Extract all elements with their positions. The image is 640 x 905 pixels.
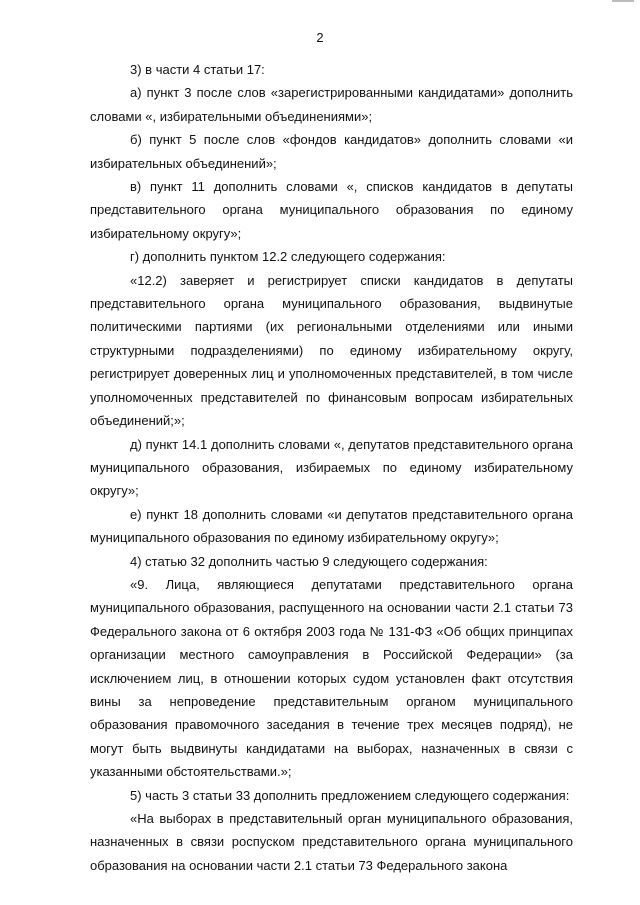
paragraph-subitem-a: а) пункт 3 после слов «зарегистрированными кандидатами» дополнить словами «, избирательными объединениями»; — [90, 85, 573, 124]
paragraph-subitem-g: г) дополнить пунктом 12.2 следующего содержания: — [130, 249, 446, 265]
paragraph-subitem-d: д) пункт 14.1 дополнить словами «, депутатов представительного органа муниципального образования, избираемых по единому избирательному округу»; — [90, 436, 573, 499]
paragraph-quote-9: «9. Лица, являющиеся депутатами представительного органа муниципального образования, распущенного на основании части 2.1 статьи 73 Федерального закона от 6 октября 2003 года № 131-ФЗ «Об общих принципах организации местного самоуправления в Российской Федерации» (за исключением лиц, в отношении которых судом установлен факт отсутствия вины за непроведение представительным органом муниципального образования правомочного заседания в течение трех месяцев подряд), не могут быть выдвинуты кандидатами на выборах, назначенных в связи с указанными обстоятельствами.»; — [90, 576, 573, 780]
paragraph-quote-elections: «На выборах в представительный орган муниципального образования, назначенных в связи роспуском представительного органа муниципального образования на основании части 2.1 статьи 73 Федерального закона — [90, 811, 573, 873]
page-number: 2 — [316, 30, 324, 45]
paragraph-subitem-v: в) пункт 11 дополнить словами «, списков кандидатов в депутаты представительного органа муниципального образования по единому избирательному округу»; — [90, 179, 573, 241]
scan-corner-mark — [612, 0, 634, 2]
paragraph-quote-12-2: «12.2) заверяет и регистрирует списки кандидатов в депутаты представительного органа муниципального образования, выдвинутые политическими партиями (их региональными отделениями или иными структурными подразделениями) по единому избирательному округу, регистрирует доверенных лиц и уполномоченных представителей, в том числе уполномоченных представителей по финансовым вопросам избирательных объединений;»; — [90, 272, 573, 429]
paragraph-item-3: 3) в части 4 статьи 17: — [130, 62, 265, 77]
paragraph-item-4: 4) статью 32 дополнить частью 9 следующего содержания: — [130, 553, 488, 569]
paragraph-subitem-e: е) пункт 18 дополнить словами «и депутатов представительного органа муниципального образования по единому избирательному округу»; — [90, 506, 573, 546]
document-body — [90, 58, 573, 877]
paragraph-item-5: 5) часть 3 статьи 33 дополнить предложением следующего содержания: — [130, 787, 570, 803]
paragraph-subitem-b: б) пункт 5 после слов «фондов кандидатов» дополнить словами «и избирательных объединений»; — [90, 132, 573, 171]
